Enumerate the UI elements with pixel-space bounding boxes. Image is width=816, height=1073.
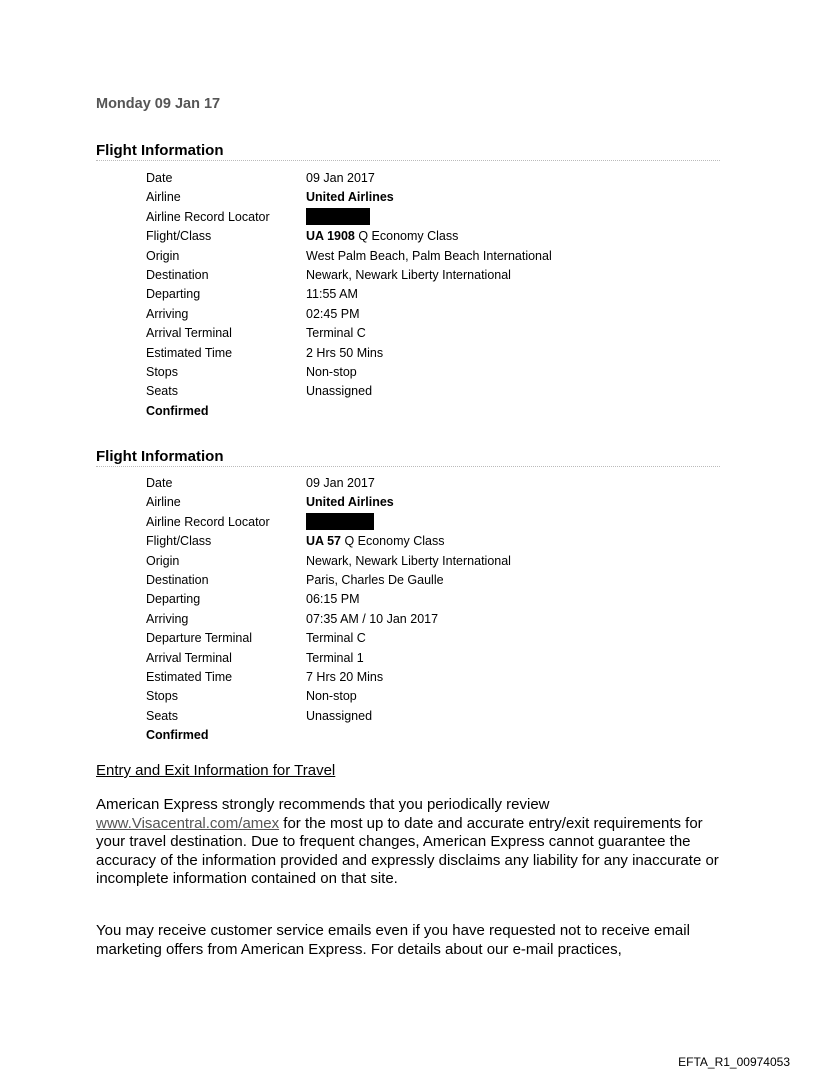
detail-value: Unassigned (306, 384, 373, 399)
detail-value: 06:15 PM (306, 592, 360, 607)
detail-label: Seats (146, 708, 178, 723)
detail-label: Arriving (146, 611, 189, 626)
detail-label: Destination (146, 267, 209, 282)
detail-row (146, 493, 666, 512)
detail-value: Unassigned (306, 708, 373, 723)
day-heading: Monday 09 Jan 17 (96, 96, 221, 112)
detail-row (146, 707, 666, 726)
detail-label: Origin (146, 248, 180, 263)
detail-row (146, 532, 666, 551)
entry-exit-title: Entry and Exit Information for Travel (96, 762, 336, 779)
detail-value: West Palm Beach, Palm Beach International (306, 248, 552, 263)
detail-label: Airline Record Locator (146, 514, 270, 529)
flight-class: Q Economy Class (354, 229, 459, 244)
booking-status: Confirmed (146, 403, 209, 418)
detail-value (306, 513, 374, 532)
detail-label: Stops (146, 364, 178, 379)
detail-value: 09 Jan 2017 (306, 171, 375, 185)
detail-label: Arrival Terminal (146, 326, 232, 341)
detail-value: 09 Jan 2017 (306, 476, 375, 490)
detail-row (146, 382, 666, 401)
email-notice-paragraph: You may receive customer service emails even if you have requested not to receive email marketing offers from American Express. For details about our e-mail practices, (96, 922, 690, 958)
detail-label: Estimated Time (146, 345, 233, 360)
detail-value (306, 532, 444, 551)
visacentral-link[interactable]: www.Visacentral.com/amex (96, 814, 280, 832)
redaction-block (306, 208, 370, 225)
detail-label: Origin (146, 553, 180, 568)
detail-value: 02:45 PM (306, 306, 360, 321)
detail-row (146, 474, 666, 493)
detail-label: Airline (146, 495, 181, 510)
detail-value (306, 227, 458, 246)
detail-value: 7 Hrs 20 Mins (306, 669, 384, 684)
detail-label: Estimated Time (146, 669, 233, 684)
flight-2-section-title: Flight Information (96, 448, 720, 467)
detail-value: Terminal 1 (306, 650, 364, 665)
detail-label: Arriving (146, 306, 189, 321)
flight-number: UA 1908 (306, 229, 355, 244)
detail-value: Newark, Newark Liberty International (306, 267, 511, 282)
flight-1-section-title: Flight Information (96, 142, 720, 161)
booking-status: Confirmed (146, 728, 209, 743)
detail-row (146, 687, 666, 706)
detail-row (146, 363, 666, 382)
detail-label: Stops (146, 689, 178, 704)
flight-class: Q Economy Class (340, 534, 445, 549)
detail-value: Newark, Newark Liberty International (306, 553, 511, 568)
detail-value: 07:35 AM / 10 Jan 2017 (306, 611, 439, 626)
detail-value: Terminal C (306, 631, 366, 646)
detail-label: Departing (146, 592, 201, 607)
redaction-block (306, 513, 374, 530)
detail-label: Departure Terminal (146, 631, 253, 646)
detail-row (146, 285, 666, 304)
detail-row (146, 552, 666, 571)
detail-row (146, 169, 666, 188)
detail-row (146, 344, 666, 363)
detail-value: Terminal C (306, 326, 366, 341)
flight-number: UA 57 (306, 534, 341, 549)
detail-label: Flight/Class (146, 229, 212, 244)
detail-label: Date (146, 476, 173, 490)
detail-row (146, 610, 666, 629)
detail-row (146, 227, 666, 246)
detail-value: 2 Hrs 50 Mins (306, 345, 384, 360)
entry-exit-text-before: American Express strongly recommends that you periodically review (96, 796, 550, 813)
entry-exit-paragraph (96, 796, 726, 889)
detail-value: 11:55 AM (306, 287, 358, 302)
detail-value: Non-stop (306, 364, 357, 379)
detail-row (146, 513, 666, 532)
detail-value: Paris, Charles De Gaulle (306, 572, 444, 587)
detail-row (146, 571, 666, 590)
entry-exit-text-after: for the most up to date and accurate entry/exit requirements for your travel destination. Due to frequent changes, American Express cannot guarantee the accuracy of the information provided and expressly disclaims any liability for any inaccurate or incomplete information contained on that site. (96, 814, 719, 887)
flight-2-details (146, 474, 666, 745)
detail-row (146, 629, 666, 648)
detail-label: Airline (146, 190, 181, 205)
detail-value: United Airlines (306, 495, 394, 510)
detail-label: Date (146, 171, 173, 185)
detail-row (146, 668, 666, 687)
detail-value: United Airlines (306, 190, 394, 205)
detail-label: Destination (146, 572, 209, 587)
detail-row (146, 247, 666, 266)
detail-label: Flight/Class (146, 534, 212, 549)
detail-label: Departing (146, 287, 201, 302)
flight-1-details (146, 169, 666, 421)
document-id: EFTA_R1_00974053 (678, 1055, 790, 1069)
detail-row (146, 188, 666, 207)
detail-label: Arrival Terminal (146, 650, 232, 665)
detail-row (146, 305, 666, 324)
detail-row (146, 266, 666, 285)
detail-row (146, 208, 666, 227)
detail-label: Seats (146, 384, 178, 399)
detail-value: Non-stop (306, 689, 357, 704)
detail-label: Airline Record Locator (146, 209, 270, 224)
detail-row (146, 324, 666, 343)
detail-value (306, 208, 370, 227)
detail-row (146, 590, 666, 609)
detail-row (146, 649, 666, 668)
